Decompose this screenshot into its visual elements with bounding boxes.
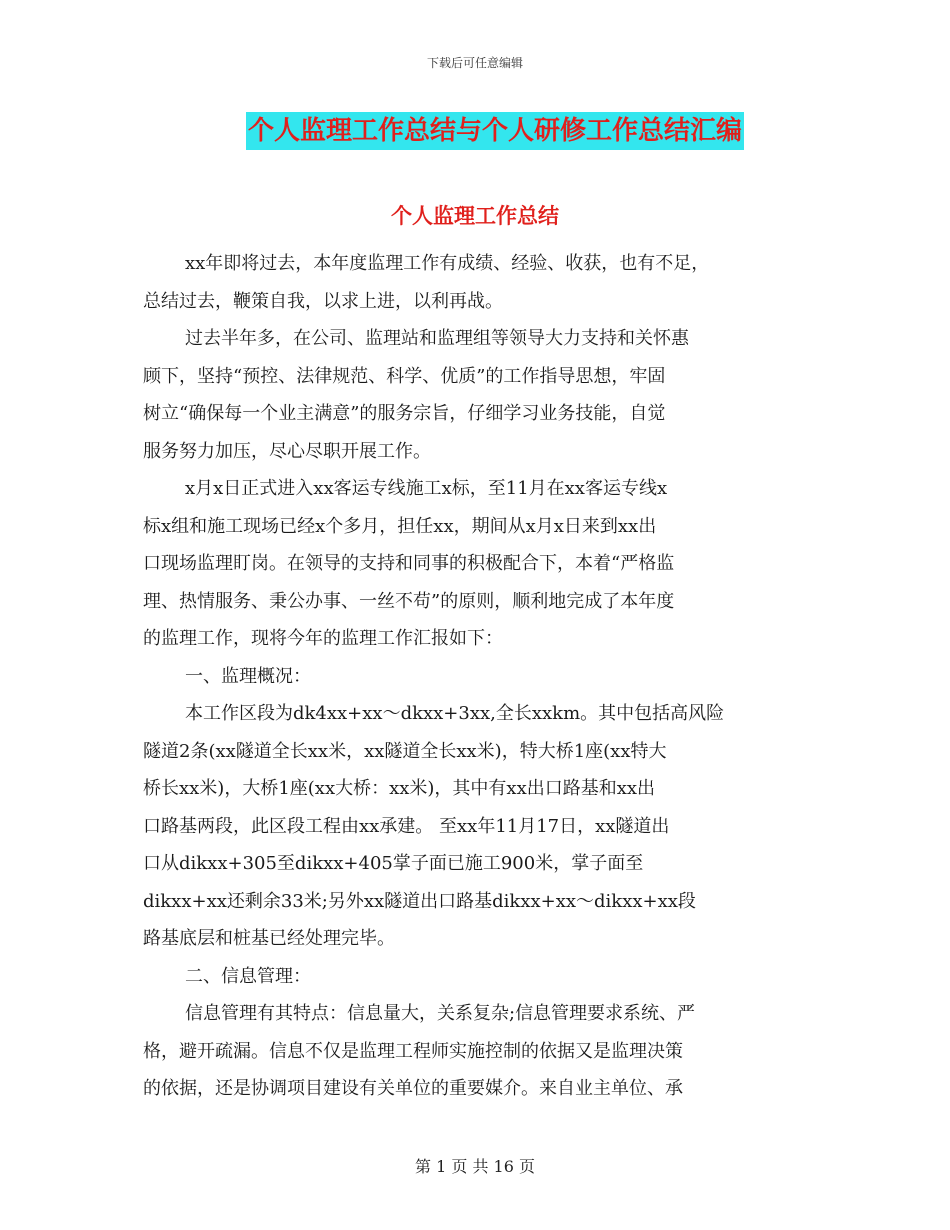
text-line: dikxx+xx还剩余33米;另外xx隧道出口路基dikxx+xx～dikxx+xx段 (143, 890, 696, 912)
text-line: 口现场监理盯岗。在领导的支持和同事的积极配合下，本着“严格监 (143, 553, 675, 574)
document-title: 个人监理工作总结与个人研修工作总结汇编 (246, 112, 744, 150)
section-title: 个人监理工作总结 (391, 204, 559, 228)
text-line: 服务努力加压，尽心尽职开展工作。 (143, 440, 431, 462)
text-line: 桥长xx米)，大桥1座(xx大桥：xx米)，其中有xx出口路基和xx出 (143, 778, 656, 799)
text-line: 口从dikxx+305至dikxx+405掌子面已施工900米，掌子面至 (143, 853, 644, 874)
page-header: 下载后可任意编辑 (426, 56, 523, 70)
text-line: 一、监理概况： (185, 665, 311, 687)
text-line: 的监理工作，现将今年的监理工作汇报如下： (143, 628, 503, 649)
document-body (143, 245, 808, 1108)
text-line: 本工作区段为dk4xx+xx～dkxx+3xx,全长xxkm。其中包括高风险 (185, 703, 725, 724)
text-line: 隧道2条(xx隧道全长xx米，xx隧道全长xx米)，特大桥1座(xx特大 (143, 740, 667, 762)
text-line: 口路基两段，此区段工程由xx承建。 至xx年11月17日，xx隧道出 (143, 815, 670, 837)
page-footer: 第 1 页 共 16 页 (415, 1157, 535, 1176)
text-line: 路基底层和桩基已经处理完毕。 (143, 928, 395, 949)
text-line: 标x组和施工现场已经x个多月，担任xx，期间从x月x日来到xx出 (143, 515, 657, 537)
text-line: xx年即将过去，本年度监理工作有成绩、经验、收获，也有不足， (185, 253, 710, 274)
text-line: 理、热情服务、秉公办事、一丝不苟”的原则，顺利地完成了本年度 (143, 590, 675, 612)
text-line: 顾下，坚持“预控、法律规范、科学、优质”的工作指导思想，牢固 (143, 365, 666, 387)
text-line: 过去半年多，在公司、监理站和监理组等领导大力支持和关怀惠 (185, 328, 689, 349)
text-line: 总结过去，鞭策自我，以求上进，以利再战。 (143, 290, 503, 312)
text-line: 二、信息管理： (185, 965, 311, 987)
text-line: 信息管理有其特点：信息量大，关系复杂;信息管理要求系统、严 (185, 1003, 696, 1024)
text-line: 格，避开疏漏。信息不仅是监理工程师实施控制的依据又是监理决策 (143, 1040, 683, 1062)
text-line: 的依据，还是协调项目建设有关单位的重要媒介。来自业主单位、承 (143, 1078, 683, 1099)
text-line: x月x日正式进入xx客运专线施工x标，至11月在xx客运专线x (185, 478, 668, 499)
text-line: 树立“确保每一个业主满意”的服务宗旨，仔细学习业务技能，自觉 (143, 403, 666, 424)
